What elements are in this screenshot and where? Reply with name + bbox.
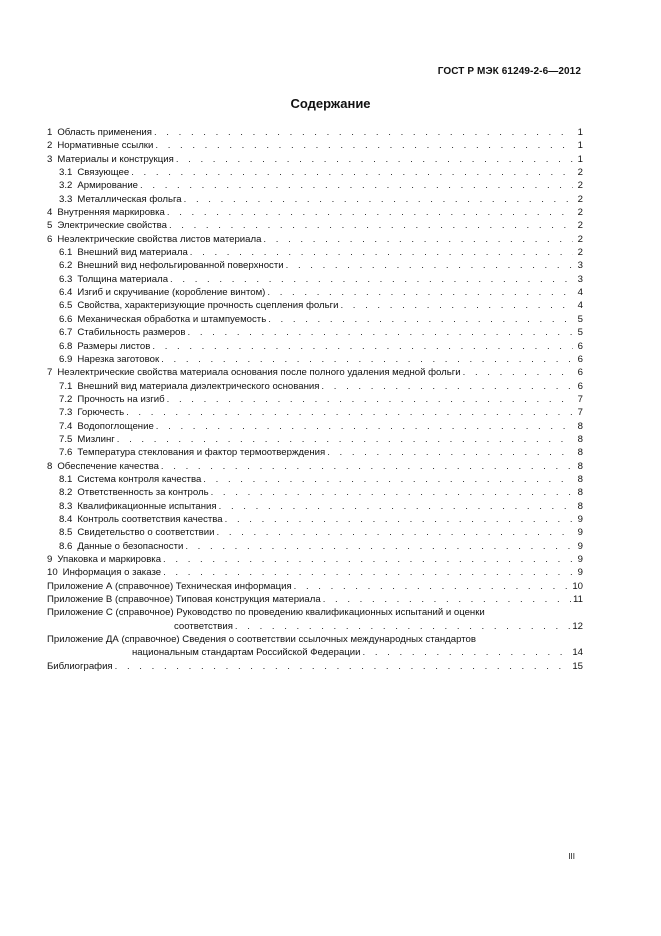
- toc-leader-dots: [140, 179, 573, 192]
- toc-entry-number: 6.4: [59, 287, 73, 299]
- toc-entry-title: Данные о безопасности: [77, 540, 184, 552]
- document-code: ГОСТ Р МЭК 61249-2-6—2012: [437, 66, 581, 77]
- toc-entry-number: 8.3: [59, 500, 73, 512]
- toc-entry[interactable]: [47, 139, 583, 152]
- toc-entry-number: 7: [47, 367, 53, 379]
- toc-entry-title: Температура стеклования и фактор термоотверждения: [77, 447, 326, 459]
- toc-entry[interactable]: [47, 540, 583, 553]
- toc-entry[interactable]: [47, 526, 583, 539]
- toc-entry-appendix-c[interactable]: [47, 606, 583, 619]
- toc-entry-title-cont: национальным стандартам Российской Федерации: [132, 647, 361, 659]
- toc-leader-dots: [263, 233, 573, 246]
- toc-entry-appendix-da-cont[interactable]: [47, 646, 583, 659]
- toc-entry[interactable]: [47, 193, 583, 206]
- toc-entry-title: Приложение А (справочное) Техническая информация: [47, 580, 292, 592]
- toc-entry[interactable]: [47, 219, 583, 232]
- toc-entry[interactable]: [47, 473, 583, 486]
- toc-entry-page: 1: [577, 153, 583, 165]
- toc-entry[interactable]: [47, 393, 583, 406]
- page-title: Содержание: [290, 96, 371, 111]
- toc-entry-page: 7: [577, 407, 583, 419]
- toc-entry[interactable]: [47, 246, 583, 259]
- toc-entry-page: 5: [577, 313, 583, 325]
- toc-entry-page: 9: [577, 567, 583, 579]
- toc-entry-appendix-c-cont[interactable]: [47, 620, 583, 633]
- toc-entry[interactable]: [47, 179, 583, 192]
- toc-entry-page: 15: [572, 660, 583, 672]
- toc-entry-title: Электрические свойства: [57, 220, 167, 232]
- toc-entry-number: 3: [47, 153, 53, 165]
- toc-entry[interactable]: [47, 166, 583, 179]
- toc-entry[interactable]: [47, 353, 583, 366]
- toc-entry-number: 4: [47, 207, 53, 219]
- toc-entry-page: 9: [577, 513, 583, 525]
- toc-leader-dots: [340, 299, 573, 312]
- toc-entry-title: Неэлектрические свойства листов материала: [57, 233, 262, 245]
- toc-leader-dots: [167, 206, 573, 219]
- toc-entry[interactable]: [47, 566, 583, 579]
- toc-entry[interactable]: [47, 406, 583, 419]
- toc-leader-dots: [161, 353, 573, 366]
- toc-leader-dots: [211, 486, 573, 499]
- toc-entry-number: 10: [47, 567, 58, 579]
- toc-entry-title: Стабильность размеров: [77, 327, 186, 339]
- toc-entry-page: 2: [577, 233, 583, 245]
- toc-leader-dots: [321, 380, 573, 393]
- toc-entry[interactable]: [47, 340, 583, 353]
- toc-entry-number: 7.6: [59, 447, 73, 459]
- toc-leader-dots: [170, 273, 573, 286]
- toc-entry-page: 2: [577, 207, 583, 219]
- toc-entry-page: 4: [577, 300, 583, 312]
- toc-entry[interactable]: [47, 286, 583, 299]
- toc-entry-page: 5: [577, 327, 583, 339]
- toc-leader-dots: [185, 540, 573, 553]
- toc-entry-title: Размеры листов: [77, 340, 151, 352]
- toc-entry-page: 3: [577, 260, 583, 272]
- toc-entry-page: 7: [577, 393, 583, 405]
- toc-entry-number: 6.7: [59, 327, 73, 339]
- toc-entry-title: Нормативные ссылки: [57, 140, 154, 152]
- toc-entry-page: 9: [577, 527, 583, 539]
- toc-entry[interactable]: [47, 326, 583, 339]
- toc-entry-title: Библиография: [47, 660, 113, 672]
- toc-entry-number: 9: [47, 554, 53, 565]
- toc-entry-title: Толщина материала: [77, 273, 169, 285]
- toc-entry-number: 6.6: [59, 313, 73, 325]
- toc-entry-page: 8: [577, 433, 583, 445]
- toc-entry-page: 8: [577, 460, 583, 472]
- toc-entry-number: 8.4: [59, 513, 73, 525]
- toc-entry-number: 5: [47, 220, 53, 232]
- toc-entry[interactable]: [47, 380, 583, 393]
- toc-entry[interactable]: [47, 233, 583, 246]
- toc-leader-dots: [294, 580, 571, 593]
- toc-entry-page: 6: [577, 380, 583, 392]
- toc-leader-dots: [267, 286, 573, 299]
- toc-entry-page: 12: [572, 620, 583, 632]
- toc-entry-page: 6: [577, 353, 583, 365]
- toc-entry-number: 7.4: [59, 420, 73, 432]
- toc-entry-appendix-da[interactable]: [47, 633, 583, 646]
- toc-entry[interactable]: [47, 299, 583, 312]
- toc-entry-page: 11: [573, 594, 583, 606]
- toc-leader-dots: [163, 553, 573, 566]
- toc-entry-title: Система контроля качества: [77, 473, 202, 485]
- toc-entry-page: 10: [572, 580, 583, 592]
- toc-entry-page: 6: [577, 340, 583, 352]
- toc-leader-dots: [155, 139, 573, 152]
- toc-entry-title: Внешний вид нефольгированной поверхности: [77, 260, 284, 272]
- toc-leader-dots: [156, 420, 573, 433]
- toc-entry-title: Свойства, характеризующие прочность сцепления фольги: [77, 300, 339, 312]
- toc-entry-title: Механическая обработка и штампуемость: [77, 313, 267, 325]
- toc-entry-page: 6: [577, 367, 583, 379]
- toc-entry-bibliography[interactable]: [47, 660, 583, 673]
- toc-entry-page: 8: [577, 500, 583, 512]
- toc-leader-dots: [190, 246, 573, 259]
- toc-entry-title: Информация о заказе: [62, 567, 162, 579]
- toc-entry-title: Внешний вид материала: [77, 247, 188, 259]
- toc-entry-title: Свидетельство о соответствии: [77, 527, 215, 539]
- toc-leader-dots: [117, 433, 573, 446]
- toc-leader-dots: [203, 473, 573, 486]
- toc-leader-dots: [327, 446, 573, 459]
- toc-leader-dots: [225, 513, 573, 526]
- toc-entry-number: 7.3: [59, 407, 73, 419]
- toc-entry-number: 1: [47, 127, 53, 138]
- toc-leader-dots: [235, 620, 570, 633]
- toc-entry-title: Контроль соответствия качества: [77, 513, 223, 525]
- toc-entry-number: 6.3: [59, 273, 73, 285]
- toc-entry-page: 2: [577, 247, 583, 259]
- toc-entry-title: Квалификационные испытания: [77, 500, 217, 512]
- toc-leader-dots: [184, 193, 573, 206]
- toc-entry-number: 3.1: [59, 167, 73, 179]
- toc-entry-number: 3.3: [59, 193, 73, 205]
- toc-entry-number: 6: [47, 233, 53, 245]
- toc-entry[interactable]: [47, 153, 583, 166]
- toc-leader-dots: [176, 153, 573, 166]
- toc-entry-page: 9: [577, 554, 583, 565]
- toc-entry-title: Приложение ДА (справочное) Сведения о соответствии ссылочных международных стандартов: [47, 634, 476, 646]
- toc-entry-title: Связующее: [77, 167, 130, 179]
- toc-entry-title: Ответственность за контроль: [77, 487, 209, 499]
- toc-leader-dots: [154, 126, 573, 139]
- toc-leader-dots: [286, 259, 573, 272]
- toc-entry-page: 2: [577, 167, 583, 179]
- toc-entry-title: Приложение С (справочное) Руководство по проведению квалификационных испытаний и оценки: [47, 607, 485, 619]
- toc-leader-dots: [152, 340, 573, 353]
- toc-leader-dots: [126, 406, 573, 419]
- toc-entry-page: 1: [577, 140, 583, 152]
- toc-leader-dots: [363, 646, 571, 659]
- toc-entry[interactable]: [47, 513, 583, 526]
- toc-entry[interactable]: [47, 460, 583, 473]
- toc-entry-title: Материалы и конструкция: [57, 153, 174, 165]
- toc-entry-number: 8.1: [59, 473, 73, 485]
- toc-entry-number: 7.5: [59, 433, 73, 445]
- toc-entry[interactable]: [47, 313, 583, 326]
- toc-leader-dots: [167, 393, 573, 406]
- toc-leader-dots: [163, 566, 573, 579]
- toc-entry-title-cont: соответствия: [174, 620, 233, 632]
- toc-entry-title: Армирование: [77, 180, 139, 192]
- toc-entry-page: 14: [572, 647, 583, 659]
- toc-entry-title: Водопоглощение: [77, 420, 154, 432]
- page-number: III: [568, 852, 575, 861]
- toc-leader-dots: [131, 166, 573, 179]
- toc-entry-page: 8: [577, 447, 583, 459]
- toc-entry-page: 2: [577, 220, 583, 232]
- toc-entry-number: 7.1: [59, 380, 73, 392]
- toc-entry-page: 8: [577, 473, 583, 485]
- toc-entry-number: 8.6: [59, 540, 73, 552]
- toc-leader-dots: [268, 313, 573, 326]
- toc-entry-number: 6.2: [59, 260, 73, 272]
- toc-entry-title: Неэлектрические свойства материала основания после полного удаления медной фольги: [57, 367, 461, 379]
- toc-entry-page: 4: [577, 287, 583, 299]
- toc-entry[interactable]: [47, 259, 583, 272]
- toc-entry[interactable]: [47, 500, 583, 513]
- toc-entry-page: 8: [577, 420, 583, 432]
- toc-entry-title: Упаковка и маркировка: [57, 554, 162, 565]
- toc-leader-dots: [323, 593, 571, 606]
- toc-entry-title: Изгиб и скручивание (коробление винтом): [77, 287, 266, 299]
- toc-entry-number: 8.2: [59, 487, 73, 499]
- toc-entry-number: 8.5: [59, 527, 73, 539]
- toc-entry[interactable]: [47, 593, 583, 606]
- toc-leader-dots: [169, 219, 573, 232]
- toc-entry-title: Обеспечение качества: [57, 460, 159, 472]
- toc-entry-title: Внешний вид материала диэлектрического основания: [77, 380, 320, 392]
- toc-entry[interactable]: [47, 126, 583, 139]
- toc-entry-number: 6.5: [59, 300, 73, 312]
- toc-entry-title: Нарезка заготовок: [77, 353, 160, 365]
- toc-leader-dots: [216, 526, 573, 539]
- toc-entry[interactable]: [47, 206, 583, 219]
- toc-entry[interactable]: [47, 553, 583, 566]
- toc-entry-title: Внутренняя маркировка: [57, 207, 165, 219]
- toc-entry-title: Металлическая фольга: [77, 193, 182, 205]
- toc-entry-page: 9: [577, 540, 583, 552]
- toc-entry-number: 6.1: [59, 247, 73, 259]
- toc-entry[interactable]: [47, 580, 583, 593]
- toc-entry-page: 3: [577, 273, 583, 285]
- toc-entry-page: 2: [577, 193, 583, 205]
- toc-entry-number: 6.9: [59, 353, 73, 365]
- toc-leader-dots: [188, 326, 574, 339]
- toc-entry[interactable]: [47, 273, 583, 286]
- toc-leader-dots: [161, 460, 573, 473]
- toc-entry-number: 6.8: [59, 340, 73, 352]
- toc-entry-title: Мизлинг: [77, 433, 115, 445]
- toc-entry[interactable]: [47, 433, 583, 446]
- toc-entry-page: 2: [577, 180, 583, 192]
- toc-leader-dots: [115, 660, 571, 673]
- toc-leader-dots: [219, 500, 573, 513]
- toc-entry-title: Горючесть: [77, 407, 125, 419]
- toc-entry[interactable]: [47, 446, 583, 459]
- toc-entry[interactable]: [47, 486, 583, 499]
- toc-entry[interactable]: [47, 420, 583, 433]
- toc-entry-number: 7.2: [59, 393, 73, 405]
- toc-leader-dots: [463, 366, 573, 379]
- toc-entry-number: 3.2: [59, 180, 73, 192]
- table-of-contents: [47, 126, 583, 673]
- toc-entry-title: Приложение В (справочное) Типовая конструкция материала: [47, 594, 321, 606]
- toc-entry-page: 8: [577, 487, 583, 499]
- toc-entry-number: 8: [47, 460, 53, 472]
- toc-entry-title: Область применения: [57, 127, 152, 138]
- toc-entry[interactable]: [47, 366, 583, 379]
- toc-entry-page: 1: [577, 127, 583, 138]
- toc-entry-title: Прочность на изгиб: [77, 393, 165, 405]
- toc-entry-number: 2: [47, 140, 53, 152]
